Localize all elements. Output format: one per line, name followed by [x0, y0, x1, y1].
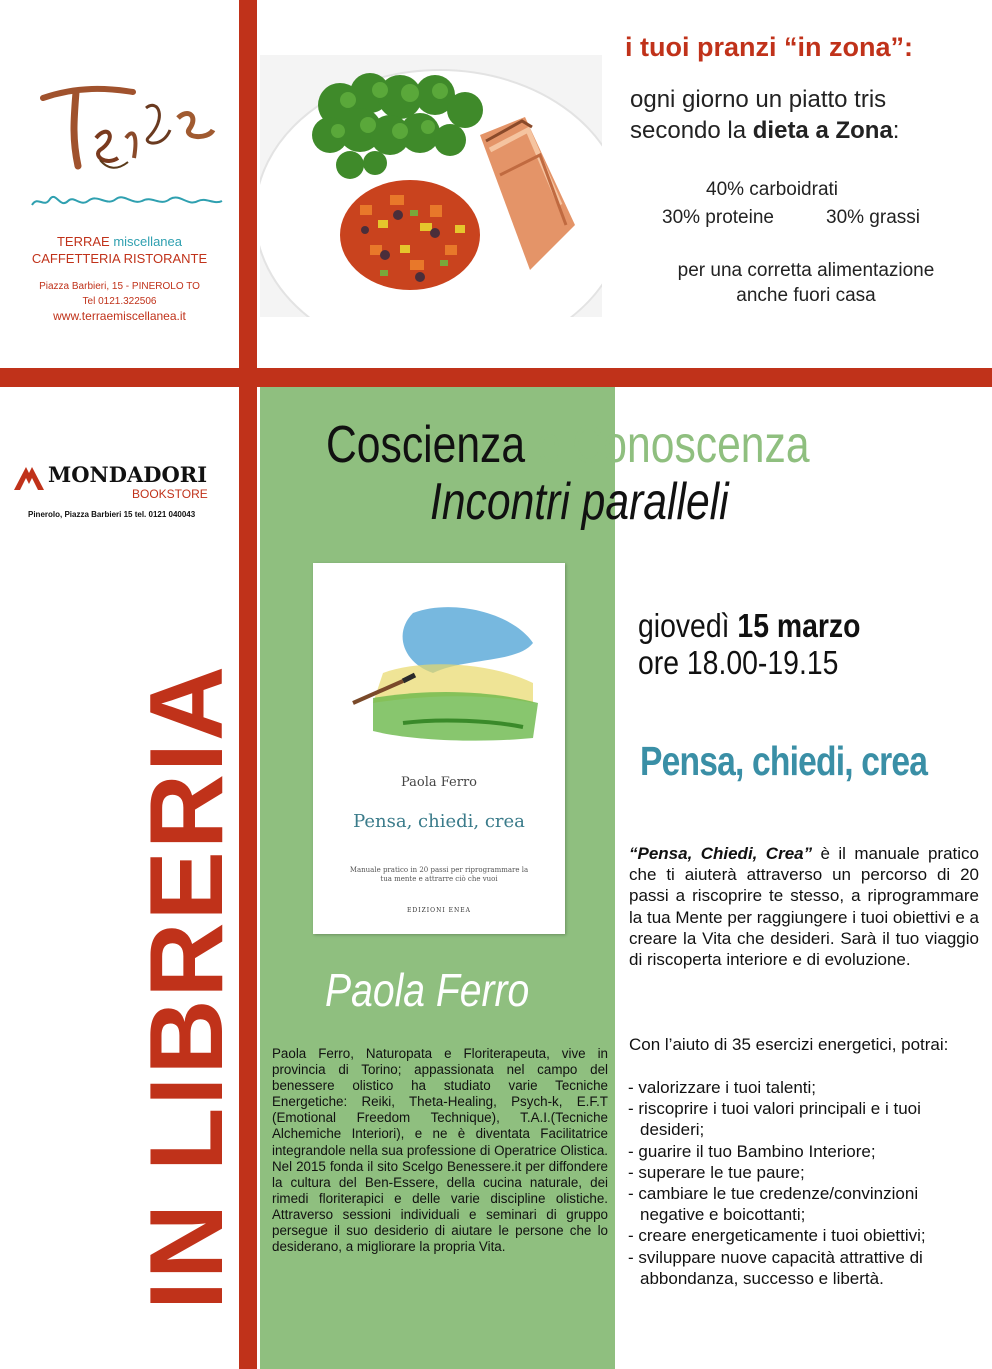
- macro-carbs: 40% carboidrati: [706, 179, 839, 200]
- food-plate-photo: [260, 55, 602, 317]
- book-cover-author: Paola Ferro: [400, 775, 478, 790]
- list-item: - guarire il tuo Bambino Interiore;: [628, 1141, 876, 1161]
- bookstore-sub: BOOKSTORE: [132, 487, 208, 501]
- zona-title: i tuoi pranzi “in zona”:: [625, 32, 913, 62]
- restaurant-phone: Tel 0121.322506: [82, 296, 157, 307]
- restaurant-type: CAFFETTERIA RISTORANTE: [31, 251, 208, 266]
- event-time: ore 18.00-19.15: [638, 644, 839, 681]
- in-libreria-vertical-title: IN LIBRERIA: [129, 664, 245, 1310]
- macro-protein: 30% proteine: [662, 207, 774, 228]
- author-bio: Paola Ferro, Naturopata e Floriterapeuta, vive in provincia di Torino; appassionata nel campo del benessere olistico ha studiato varie Tecniche Energetiche: Reiki, Theta-Healing, Psych-k, E.F.T (Emotional Freedom Technique), T.A.I.(Tecniche Alchemiche Interiori), e ne è diventata Facilitatrice integrandole nella sua professione di Operatrice Olistica. Nel 2015 fonda il sito Scelgo Benessere.it per diffondere la cultura del Ben-Essere, della cucina naturale, dei rimedi floriterapici e delle varie discipline olistiche. Attraverso sessioni individuali e seminari di gruppo persegue il suo desiderio di aiutare le persone che lo desiderano, a migliorare la propria Vita.: [272, 1046, 608, 1255]
- book-cover-subtitle: Manuale pratico in 20 passi per riprogrammare la tua mente e attrarre ciò che vuoi: [349, 866, 529, 883]
- red-horizontal-divider: [0, 368, 992, 387]
- zona-note1: per una corretta alimentazione: [677, 260, 935, 281]
- list-item: - sviluppare nuove capacità attrattive di abbondanza, successo e libertà.: [628, 1247, 923, 1288]
- restaurant-website: www.terraemiscellanea.it: [53, 309, 186, 323]
- macro-fat: 30% grassi: [826, 207, 920, 228]
- benefits-list: [626, 1077, 982, 1289]
- mondadori-rose-icon: [12, 464, 46, 492]
- book-title-heading: Pensa, chiedi, crea: [640, 738, 928, 784]
- book-cover-painting: [343, 603, 543, 743]
- book-cover: [313, 563, 565, 934]
- exercises-intro: Con l’aiuto di 35 esercizi energetici, potrai:: [629, 1035, 949, 1054]
- book-description: “Pensa, Chiedi, Crea” è il manuale pratico che ti aiuterà attraverso un percorso di 20 passi a riscoprire te stesso, a riprogrammare la tua Mente per raggiungere i tuoi obiettivi e a creare la Vita che desideri. Sarà il tuo viaggio di riscoperta interiore e di evoluzione.: [629, 844, 979, 970]
- list-item: - creare energeticamente i tuoi obiettivi;: [628, 1226, 926, 1246]
- zona-note2: anche fuori casa: [736, 285, 876, 306]
- list-item: - superare le tue paure;: [628, 1162, 805, 1182]
- headline-line1: Coscienza e Conoscenza: [326, 416, 810, 474]
- bookstore-name: MONDADORI: [48, 462, 208, 487]
- event-date: giovedì 15 marzo: [638, 607, 861, 644]
- list-item: - valorizzare i tuoi talenti;: [628, 1078, 817, 1097]
- svg-text:Terrae: Terrae: [38, 78, 41, 79]
- book-cover-publisher: EDIZIONI ENEA: [407, 907, 471, 914]
- zona-line2: secondo la dieta a Zona:: [630, 117, 900, 144]
- headline-line2: Incontri paralleli: [430, 473, 729, 531]
- restaurant-name: TERRAE miscellanea: [56, 234, 182, 249]
- restaurant-address: Piazza Barbieri, 15 - PINEROLO TO: [39, 281, 200, 292]
- bookstore-address: Pinerolo, Piazza Barbieri 15 tel. 0121 040043: [28, 510, 196, 519]
- miscellanea-script-logo: [28, 185, 228, 215]
- list-item: - cambiare le tue credenze/convinzioni negative e boicottanti;: [628, 1184, 919, 1225]
- terrae-logo: [38, 78, 218, 178]
- zona-line1: ogni giorno un piatto tris: [630, 86, 887, 113]
- list-item: - riscoprire i tuoi valori principali e i tuoi desideri;: [628, 1099, 921, 1140]
- author-name: Paola Ferro: [325, 964, 530, 1016]
- book-cover-title: Pensa, chiedi, crea: [353, 811, 525, 832]
